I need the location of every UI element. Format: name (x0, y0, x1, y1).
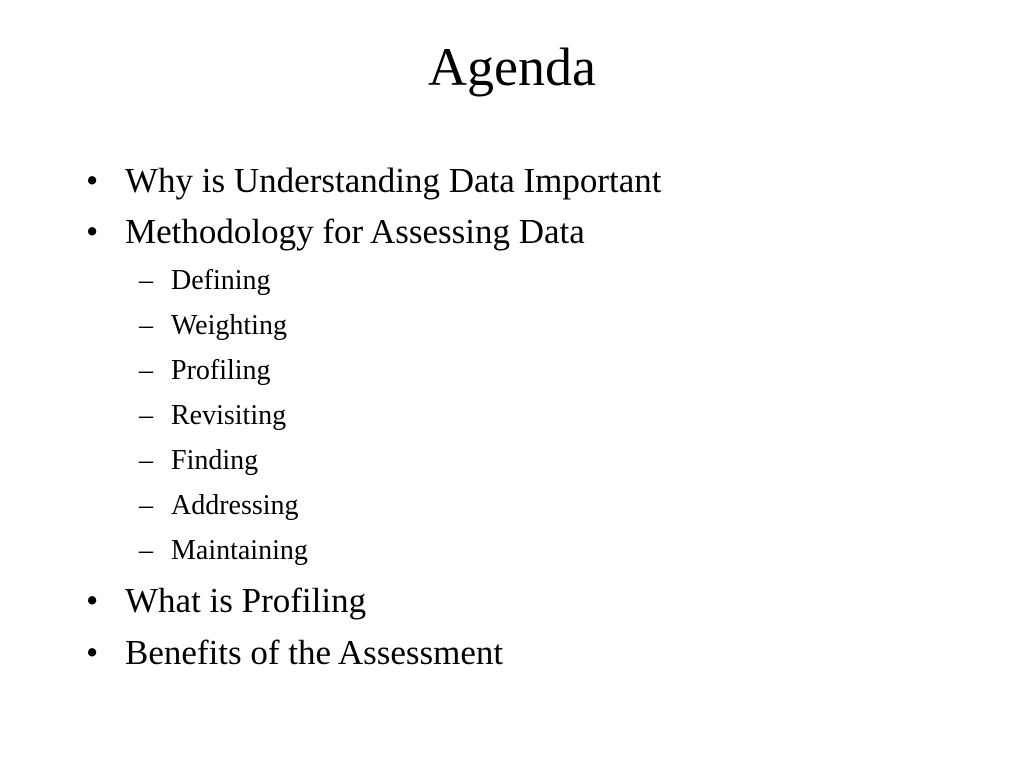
sub-list-item (0, 444, 259, 484)
bullet-marker: • (86, 212, 99, 251)
sub-list-item (0, 489, 299, 529)
dash-marker: – (139, 265, 153, 296)
sub-list-item (0, 309, 287, 349)
sub-list-item-text: Finding (171, 445, 259, 476)
sub-list-item-text: Maintaining (171, 535, 308, 566)
sub-list-item (0, 399, 287, 439)
sub-list-item-text: Addressing (171, 490, 299, 521)
list-item (0, 161, 662, 201)
list-item-text: Benefits of the Assessment (125, 633, 504, 672)
list-item (0, 633, 504, 673)
bullet-marker: • (86, 161, 99, 200)
sub-list-item (0, 354, 271, 394)
list-item (0, 212, 585, 252)
sub-list-item-text: Profiling (171, 355, 271, 386)
bullet-marker: • (86, 633, 99, 672)
dash-marker: – (139, 535, 153, 566)
sub-list-item-text: Weighting (171, 310, 287, 341)
dash-marker: – (139, 355, 153, 386)
bullet-marker: • (86, 581, 99, 620)
list-item (0, 581, 367, 621)
list-item-text: Methodology for Assessing Data (125, 212, 585, 251)
sub-list-item (0, 264, 271, 304)
dash-marker: – (139, 490, 153, 521)
sub-list-item (0, 534, 308, 574)
dash-marker: – (139, 445, 153, 476)
list-item-text: What is Profiling (125, 581, 367, 620)
dash-marker: – (139, 400, 153, 431)
sub-list-item-text: Revisiting (171, 400, 287, 431)
sub-list-item-text: Defining (171, 265, 271, 296)
list-item-text: Why is Understanding Data Important (125, 161, 662, 200)
slide-title: Agenda (428, 37, 596, 97)
dash-marker: – (139, 310, 153, 341)
